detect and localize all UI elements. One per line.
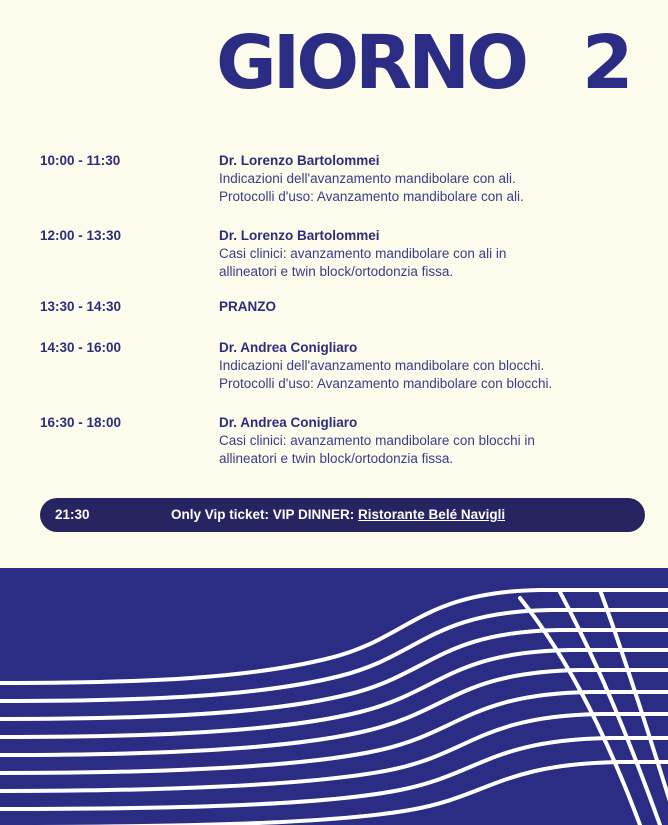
vip-label: Only Vip ticket: VIP DINNER: — [171, 507, 359, 522]
schedule-description: allineatori e twin block/ortodonzia fissa. — [219, 451, 454, 466]
schedule-content — [219, 339, 639, 393]
title-word: GIORNO — [216, 20, 525, 106]
title-day-number: 2 — [582, 20, 630, 106]
schedule-time: 10:00 - 11:30 — [40, 153, 121, 168]
schedule-content — [219, 298, 639, 316]
schedule-description: allineatori e twin block/ortodonzia fissa. — [219, 264, 454, 279]
page-title — [216, 22, 636, 104]
schedule-speaker: Dr. Andrea Conigliaro — [219, 340, 358, 355]
schedule-description: Protocolli d'uso: Avanzamento mandibolare con blocchi. — [219, 376, 553, 391]
schedule-description: Indicazioni dell'avanzamento mandibolare con ali. — [219, 171, 516, 186]
schedule-content — [219, 414, 639, 468]
schedule-description: Casi clinici: avanzamento mandibolare con blocchi in — [219, 433, 535, 448]
schedule-time: 16:30 - 18:00 — [40, 415, 122, 430]
schedule-time: 14:30 - 16:00 — [40, 340, 122, 355]
schedule-speaker: Dr. Lorenzo Bartolommei — [219, 228, 380, 243]
restaurant-link[interactable]: Ristorante Belé Navigli — [358, 507, 506, 522]
schedule-description: Casi clinici: avanzamento mandibolare con ali in — [219, 246, 507, 261]
schedule-speaker: Dr. Andrea Conigliaro — [219, 415, 358, 430]
vip-dinner-bar — [40, 498, 645, 532]
schedule-content — [219, 227, 639, 281]
schedule-speaker: Dr. Lorenzo Bartolommei — [219, 153, 380, 168]
vip-text — [171, 506, 505, 524]
schedule-break-label: PRANZO — [219, 299, 276, 314]
vip-time: 21:30 — [55, 507, 90, 522]
schedule-time: 13:30 - 14:30 — [40, 299, 122, 314]
schedule-content — [219, 152, 639, 206]
wave-pattern-graphic — [0, 568, 668, 825]
schedule-description: Protocolli d'uso: Avanzamento mandibolare con ali. — [219, 189, 524, 204]
decorative-wave-band — [0, 568, 668, 825]
schedule-description: Indicazioni dell'avanzamento mandibolare con blocchi. — [219, 358, 545, 373]
schedule-time: 12:00 - 13:30 — [40, 228, 122, 243]
